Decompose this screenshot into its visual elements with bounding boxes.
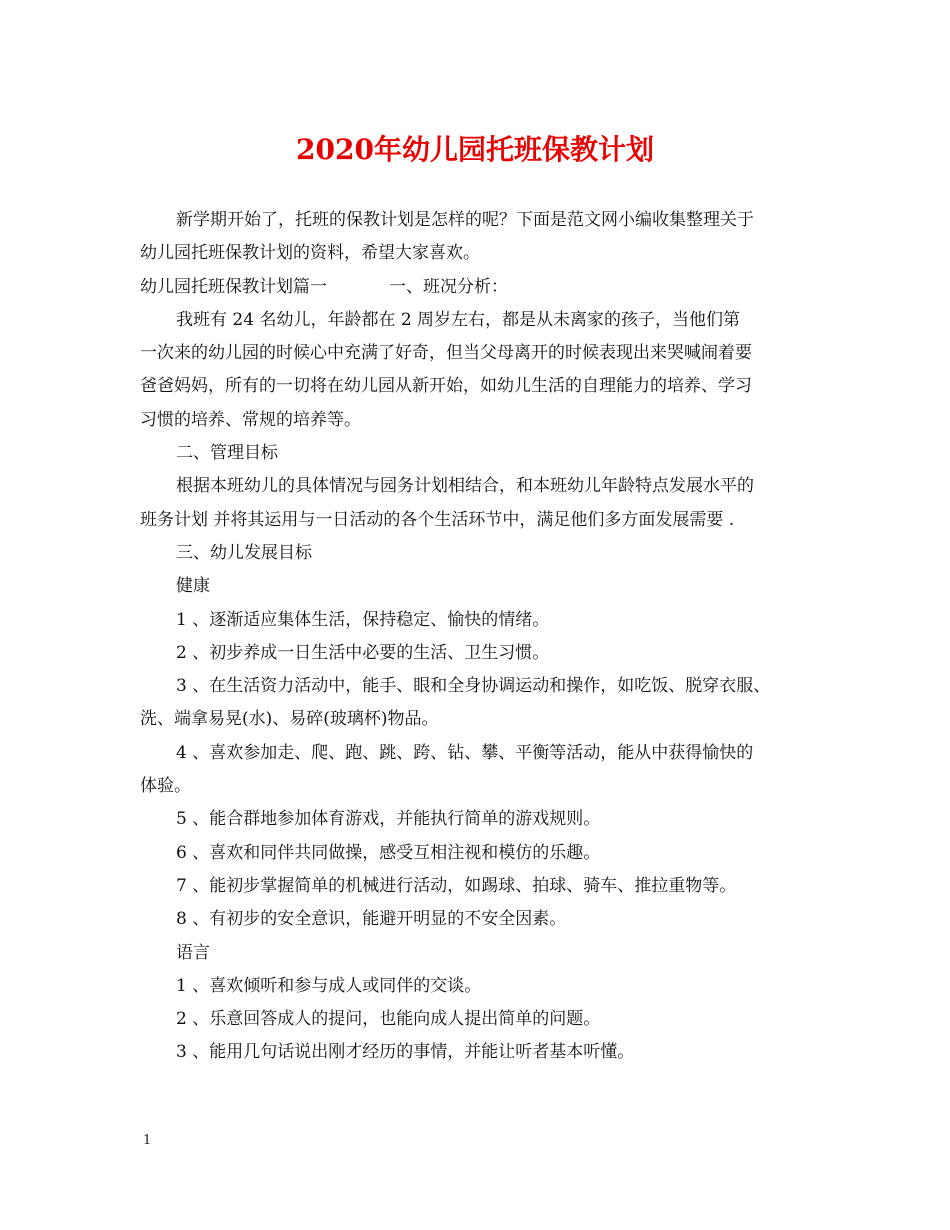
first-heading: 一、班况分析： — [389, 276, 508, 297]
intro-line: 幼儿园托班保教计划的资料，希望大家喜欢。 — [140, 243, 480, 264]
article-label: 幼儿园托班保教计划篇一 — [140, 276, 327, 297]
class-analysis-line: 一次来的幼儿园的时候心中充满了好奇，但当父母离开的时候表现出来哭喊闹着要 — [140, 343, 752, 364]
health-item: 1 、逐渐适应集体生活，保持稳定、愉快的情绪。 — [176, 609, 550, 630]
class-analysis-line: 我班有 24 名幼儿，年龄都在 2 周岁左右，都是从未离家的孩子，当他们第 — [176, 309, 741, 330]
language-item: 2 、乐意回答成人的提问，也能向成人提出简单的问题。 — [176, 1009, 601, 1030]
management-line: 根据本班幼儿的具体情况与园务计划相结合，和本班幼儿年龄特点发展水平的 — [176, 476, 754, 497]
health-item-continuation: 洗、端拿易晃(水)、易碎(玻璃杯)物品。 — [140, 709, 439, 730]
language-heading: 语言 — [176, 942, 210, 963]
health-item: 7 、能初步掌握简单的机械进行活动，如踢球、拍球、骑车、推拉重物等。 — [176, 875, 737, 896]
page-number: 1 — [143, 1133, 152, 1148]
health-heading: 健康 — [176, 576, 210, 597]
language-item: 1 、喜欢倾听和参与成人或同伴的交谈。 — [176, 975, 482, 996]
health-item: 6 、喜欢和同伴共同做操，感受互相注视和模仿的乐趣。 — [176, 842, 601, 863]
document-title: 2020年幼儿园托班保教计划 — [296, 133, 654, 166]
development-heading: 三、幼儿发展目标 — [176, 542, 312, 563]
health-item-continuation: 体验。 — [140, 776, 191, 797]
management-line: 班务计划 并将其运用与一日活动的各个生活环节中，满足他们多方面发展需要 . — [140, 509, 735, 530]
class-analysis-line: 爸爸妈妈，所有的一切将在幼儿园从新开始，如幼儿生活的自理能力的培养、学习 — [140, 376, 752, 397]
health-item: 2 、初步养成一日生活中必要的生活、卫生习惯。 — [176, 642, 550, 663]
health-item: 3 、在生活资力活动中，能手、眼和全身协调运动和操作，如吃饭、脱穿衣服、 — [176, 676, 771, 697]
health-item: 5 、能合群地参加体育游戏，并能执行简单的游戏规则。 — [176, 809, 601, 830]
language-item: 3 、能用几句话说出刚才经历的事情，并能让听者基本听懂。 — [176, 1042, 635, 1063]
intro-line: 新学期开始了，托班的保教计划是怎样的呢？下面是范文网小编收集整理关于 — [176, 210, 754, 230]
class-analysis-line: 习惯的培养、常规的培养等。 — [140, 409, 361, 430]
health-item: 4 、喜欢参加走、爬、跑、跳、跨、钻、攀、平衡等活动，能从中获得愉快的 — [176, 742, 754, 763]
management-heading: 二、管理目标 — [176, 443, 278, 464]
document-body — [140, 204, 830, 1070]
section-header-line — [140, 271, 830, 304]
health-item: 8 、有初步的安全意识，能避开明显的不安全因素。 — [176, 909, 567, 930]
